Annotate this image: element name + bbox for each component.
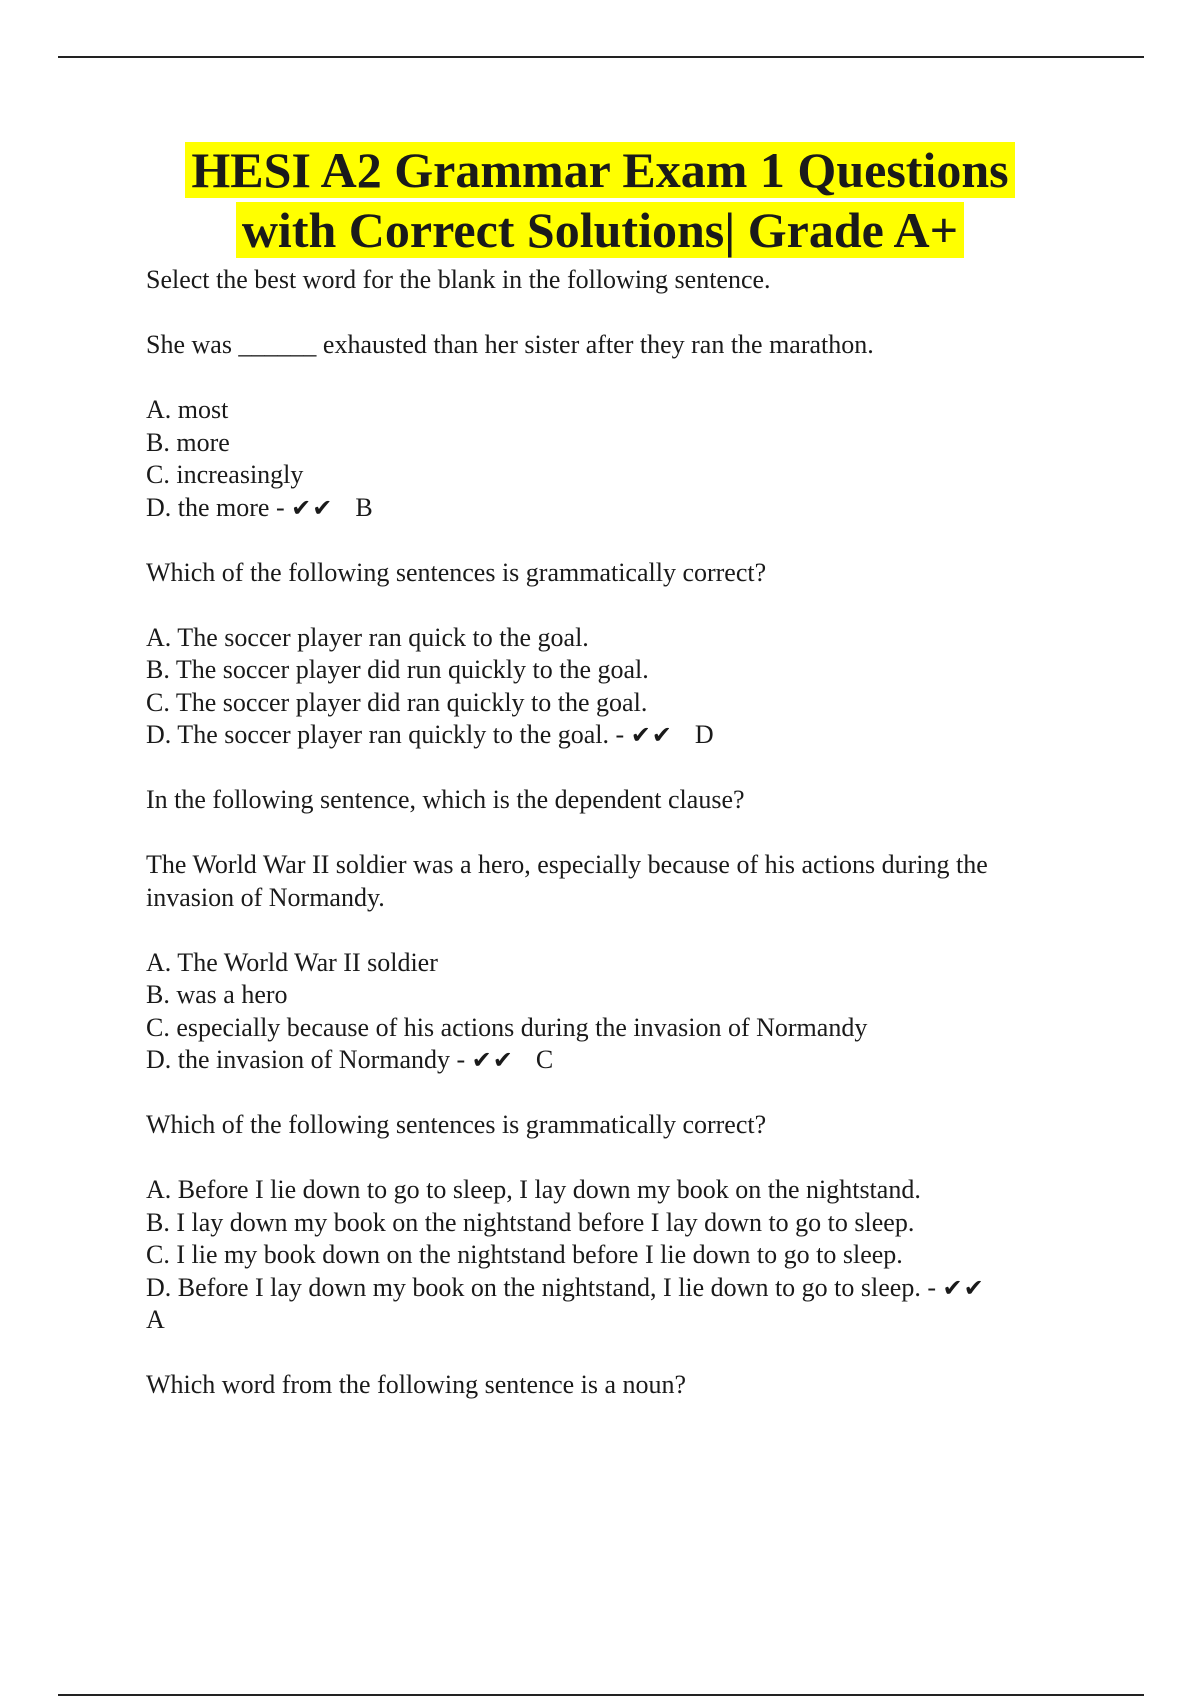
- question-prompt: Select the best word for the blank in the following sentence.: [146, 265, 771, 294]
- question-3: [146, 784, 1086, 1077]
- option-d-text: D. the invasion of Normandy -: [146, 1045, 466, 1074]
- option-d: [146, 719, 1086, 752]
- check-icon: ✔✔: [630, 721, 673, 749]
- option-d-text: D. Before I lay down my book on the nightstand, I lie down to go to sleep. -: [146, 1272, 936, 1302]
- question-2: [146, 557, 1086, 752]
- title-line-2: with Correct Solutions| Grade A+: [236, 202, 964, 258]
- answer-letter: A: [146, 1305, 165, 1334]
- question-list: [146, 264, 1086, 1402]
- answer-letter: C: [535, 1045, 554, 1074]
- option-c: C. increasingly: [146, 460, 304, 489]
- option-d: [146, 1272, 1086, 1305]
- question-4: [146, 1109, 1086, 1337]
- option-b: B. was a hero: [146, 980, 288, 1009]
- option-c: C. I lie my book down on the nightstand before I lie down to go to sleep.: [146, 1240, 903, 1269]
- option-d-text: D. the more -: [146, 492, 285, 522]
- option-c: C. especially because of his actions during the invasion of Normandy: [146, 1012, 868, 1042]
- check-icon: ✔✔: [942, 1273, 985, 1302]
- option-d: [146, 492, 1086, 525]
- question-prompt: Which word from the following sentence is a noun?: [146, 1370, 687, 1399]
- question-prompt: Which of the following sentences is grammatically correct?: [146, 1110, 767, 1139]
- option-b: B. I lay down my book on the nightstand before I lay down to go to sleep.: [146, 1207, 915, 1237]
- option-a: A. Before I lie down to go to sleep, I lay down my book on the nightstand.: [146, 1175, 921, 1204]
- check-icon: ✔✔: [291, 493, 334, 522]
- question-5: [146, 1369, 1086, 1402]
- page-title: [0, 140, 1200, 260]
- answer-letter: D: [694, 720, 714, 749]
- question-sentence: She was ______ exhausted than her sister after they ran the marathon.: [146, 330, 874, 359]
- option-b: B. more: [146, 427, 230, 457]
- option-c: C. The soccer player did ran quickly to the goal.: [146, 687, 648, 717]
- option-d-text: D. The soccer player ran quickly to the goal. -: [146, 720, 625, 749]
- bottom-rule: [58, 1694, 1144, 1696]
- top-rule: [58, 56, 1144, 58]
- question-sentence-line-1: The World War II soldier was a hero, especially because of his actions during the: [146, 850, 988, 879]
- option-a: A. The World War II soldier: [146, 947, 438, 977]
- option-d: [146, 1044, 1086, 1077]
- question-prompt: In the following sentence, which is the dependent clause?: [146, 785, 745, 814]
- check-icon: ✔✔: [471, 1046, 514, 1074]
- question-1: [146, 264, 1086, 524]
- question-prompt: Which of the following sentences is grammatically correct?: [146, 557, 767, 587]
- option-b: B. The soccer player did run quickly to the goal.: [146, 655, 649, 684]
- answer-letter: B: [355, 492, 373, 522]
- option-a: A. most: [146, 395, 229, 424]
- question-sentence-line-2: invasion of Normandy.: [146, 882, 385, 912]
- option-a: A. The soccer player ran quick to the goal.: [146, 622, 589, 652]
- title-line-1: HESI A2 Grammar Exam 1 Questions: [185, 142, 1014, 198]
